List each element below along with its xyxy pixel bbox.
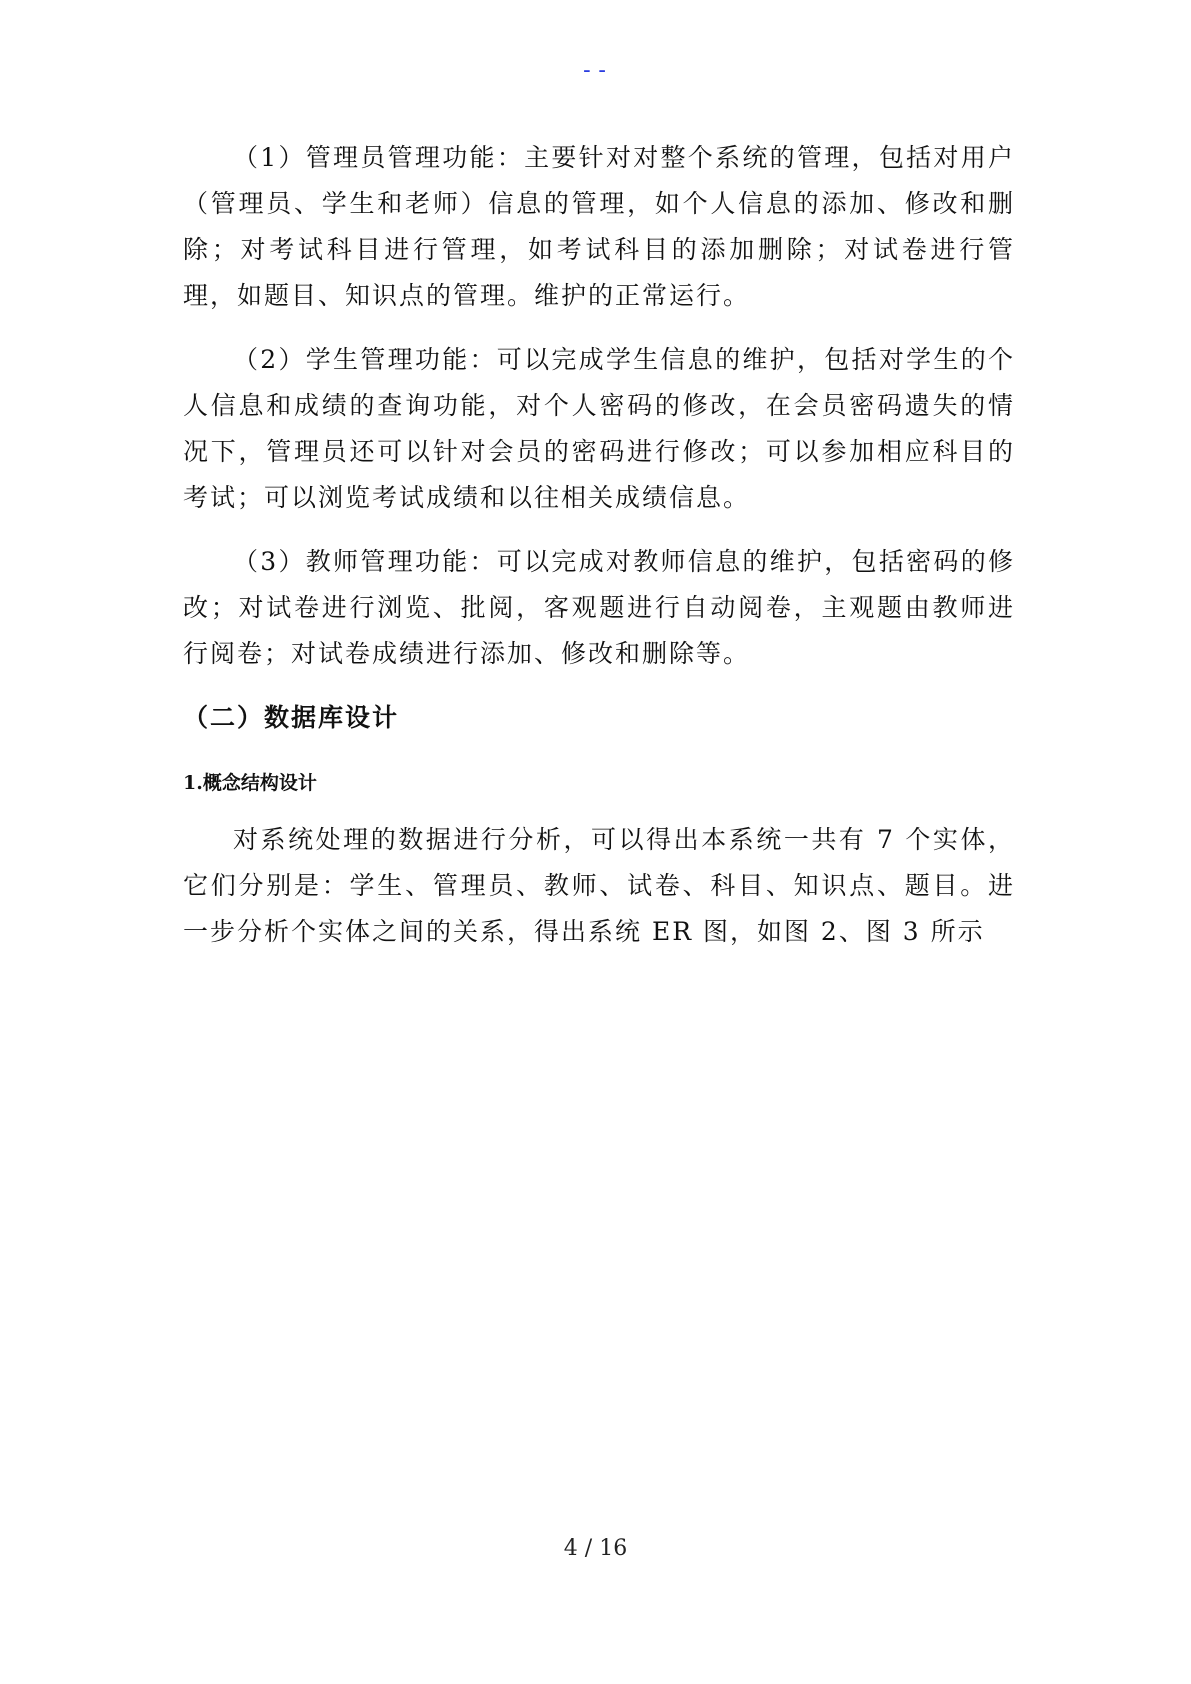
- page-number: 4 / 16: [563, 1536, 628, 1561]
- paragraph-student-functions: （2）学生管理功能：可以完成学生信息的维护，包括对学生的个人信息和成绩的查询功能，对个人密码的修改，在会员密码遗失的情况下，管理员还可以针对会员的密码进行修改；可以参加相应科目的考试；可以浏览考试成绩和以往相关成绩信息。: [183, 345, 1015, 512]
- paragraph-teacher-functions: （3）教师管理功能：可以完成对教师信息的维护，包括密码的修改；对试卷进行浏览、批阅，客观题进行自动阅卷，主观题由教师进行阅卷；对试卷成绩进行添加、修改和删除等。: [183, 547, 1015, 668]
- subsection-heading: 1.概念结构设计: [183, 772, 317, 794]
- paragraph-admin-functions: （1）管理员管理功能：主要针对对整个系统的管理，包括对用户（管理员、学生和老师）信息的管理，如个人信息的添加、修改和删除；对考试科目进行管理，如考试科目的添加删除；对试卷进行管理，如题目、知识点的管理。维护的正常运行。: [183, 143, 1015, 310]
- document-body: [183, 135, 1015, 955]
- header-mark: --: [580, 58, 611, 83]
- section-heading: （二）数据库设计: [183, 703, 400, 732]
- paragraph-entity-analysis: 对系统处理的数据进行分析，可以得出本系统一共有 7 个实体，它们分别是：学生、管理员、教师、试卷、科目、知识点、题目。进一步分析个实体之间的关系，得出系统 ER 图，如图 2、图 3 所示: [183, 825, 1015, 946]
